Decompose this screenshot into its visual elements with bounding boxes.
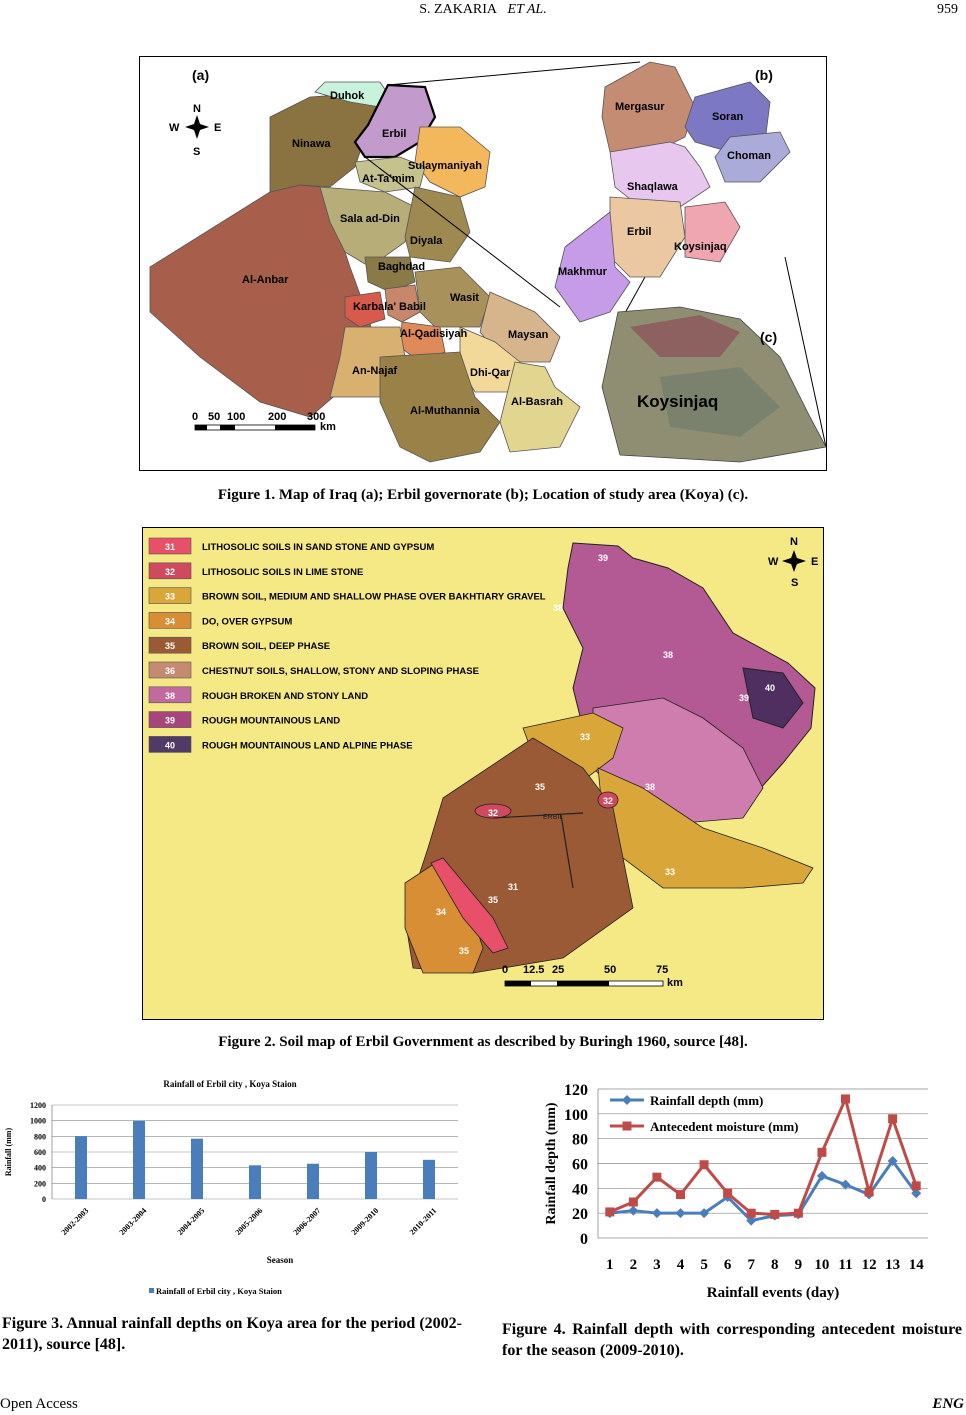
bar (191, 1139, 203, 1199)
label-karbala: Karbala' (353, 301, 396, 313)
svg-text:200: 200 (268, 411, 287, 423)
data-point (912, 1181, 921, 1190)
data-point (794, 1209, 803, 1218)
zone-label-38: 38 (553, 603, 564, 613)
y-tick-label: 80 (572, 1131, 588, 1149)
legend-label-35: BROWN SOIL, DEEP PHASE (202, 641, 331, 653)
y-tick-label: 0 (580, 1231, 588, 1248)
label-koysinjaq: Koysinjaq (674, 241, 727, 253)
zone-label-33b: 33 (665, 867, 676, 877)
footer-journal: ENG (932, 1396, 964, 1412)
label-babil: Babil (399, 301, 426, 313)
soil-legend (149, 538, 546, 752)
page-number: 959 (937, 2, 958, 17)
label-at-tamim: At-Ta'mim (362, 173, 415, 185)
legend-code-34: 34 (164, 616, 176, 627)
x-tick-label: 3 (653, 1257, 661, 1273)
label-erbil: Erbil (382, 128, 407, 140)
label-sala-ad-din: Sala ad-Din (340, 213, 400, 225)
data-point (676, 1190, 685, 1199)
figure-2-soil-map (142, 527, 824, 1020)
header-authors: S. ZAKARIA (419, 2, 498, 17)
legend-code-32: 32 (164, 566, 176, 577)
legend-label-32: LITHOSOLIC SOILS IN LIME STONE (202, 566, 364, 578)
bar (307, 1164, 319, 1199)
legend-label-34: DO, OVER GYPSUM (202, 616, 293, 628)
bar (75, 1136, 87, 1199)
zone-label-40: 40 (765, 683, 776, 693)
compass-rose-icon (169, 103, 221, 158)
x-tick-label: 5 (700, 1257, 708, 1273)
label-dhi-qar: Dhi-Qar (470, 367, 511, 379)
data-point (817, 1148, 826, 1157)
x-tick-label: 1 (606, 1257, 614, 1273)
legend-label-39: ROUGH MOUNTAINOUS LAND (202, 715, 341, 727)
y-axis-label: Rainfall (mm) (4, 1127, 13, 1177)
bar (133, 1121, 145, 1199)
svg-text:N: N (790, 536, 798, 548)
zone-label-39b: 39 (739, 693, 750, 703)
figure-2-caption: Figure 2. Soil map of Erbil Government as described by Buringh 1960, source [48]. (218, 1034, 748, 1050)
figure-3-chart (0, 1072, 462, 1304)
legend-code-31: 31 (164, 542, 176, 552)
legend-code-36: 36 (164, 666, 176, 676)
svg-text:W: W (169, 122, 180, 134)
legend-code-35: 35 (164, 641, 176, 652)
label-mergasur: Mergasur (615, 101, 665, 113)
x-tick-label: 8 (771, 1257, 779, 1273)
x-tick-label: 2004-2005 (175, 1206, 207, 1237)
svg-text:12.5: 12.5 (523, 964, 545, 976)
svg-text:0: 0 (502, 964, 509, 976)
panel-b-label: (b) (755, 67, 773, 83)
data-point (865, 1188, 874, 1197)
y-tick-label: 60 (572, 1156, 588, 1174)
data-point (747, 1209, 756, 1218)
data-point (652, 1173, 661, 1182)
legend-marker-1 (622, 1095, 632, 1105)
svg-text:E: E (811, 556, 819, 568)
svg-text:0: 0 (192, 411, 199, 423)
label-shaqlawa: Shaqlawa (627, 181, 678, 193)
svg-text:S: S (791, 577, 799, 589)
panel-a-label: (a) (192, 67, 210, 83)
y-tick-label: 1200 (30, 1101, 46, 1110)
figure-4-caption: Figure 4. Rainfall depth with corresponding antecedent moisture for the season (2009-2010). (502, 1321, 962, 1359)
compass-rose-icon (768, 536, 818, 589)
x-tick-label: 2003-2004 (117, 1206, 149, 1237)
city-label-erbil: ERBIL (543, 814, 564, 821)
x-tick-label: 2005-2006 (233, 1206, 265, 1237)
svg-text:50: 50 (604, 964, 617, 976)
bar (249, 1165, 261, 1199)
rainfall-bar-chart (0, 1072, 462, 1304)
chart-title: Rainfall of Erbil city , Koya Staion (163, 1079, 297, 1089)
x-tick-label: 10 (814, 1257, 830, 1273)
svg-text:S: S (193, 146, 201, 158)
label-sulaymaniyah: Sulaymaniyah (408, 160, 482, 172)
label-an-najaf: An-Najaf (352, 365, 398, 377)
label-wasit: Wasit (450, 292, 479, 304)
zone-label-38b: 38 (663, 650, 674, 660)
x-tick-label: 2009-2010 (349, 1206, 381, 1237)
zone-label-33: 33 (580, 732, 591, 742)
bar (365, 1152, 377, 1199)
legend-label-1: Rainfall depth (mm) (650, 1093, 764, 1108)
data-point (652, 1208, 662, 1218)
iraq-map-svg (140, 57, 826, 470)
soil-map-svg (143, 528, 823, 1019)
bar (423, 1160, 435, 1199)
label-makhmur: Makhmur (558, 266, 607, 278)
panel-c-label: (c) (760, 329, 778, 345)
legend-label-36: CHESTNUT SOILS, SHALLOW, STONY AND SLOPING PHASE (202, 666, 479, 677)
label-al-muthannia: Al-Muthannia (410, 405, 480, 417)
label-al-anbar: Al-Anbar (242, 274, 289, 286)
rainfall-line-chart (538, 1078, 966, 1306)
data-point (770, 1210, 779, 1219)
x-axis-label: Rainfall events (day) (706, 1285, 840, 1301)
zone-label-35: 35 (535, 782, 546, 792)
svg-text:E: E (214, 122, 222, 134)
label-al-basrah: Al-Basrah (511, 396, 563, 408)
zone-label-38c: 38 (645, 782, 656, 792)
figure-4-chart (538, 1078, 966, 1306)
y-tick-label: 1000 (30, 1116, 46, 1126)
x-tick-label: 6 (723, 1257, 732, 1273)
zone-label-32b: 32 (603, 796, 614, 806)
data-point (676, 1208, 686, 1218)
legend-label-38: ROUGH BROKEN AND STONY LAND (202, 690, 369, 702)
label-maysan: Maysan (508, 329, 549, 341)
svg-text:300: 300 (307, 411, 326, 423)
data-point (628, 1206, 638, 1216)
x-tick-label: 11 (838, 1257, 853, 1273)
x-tick-label: 14 (908, 1257, 924, 1273)
legend-label-31: LITHOSOLIC SOILS IN SAND STONE AND GYPSUM (202, 542, 435, 553)
figure-1-caption: Figure 1. Map of Iraq (a); Erbil governorate (b); Location of study area (Koya) (c). (217, 487, 749, 503)
label-choman: Choman (727, 150, 771, 162)
label-al-qadisiyah: Al-Qadisiyah (400, 328, 468, 340)
y-tick-label: 20 (572, 1206, 588, 1224)
y-axis-label: Rainfall depth (mm) (544, 1102, 559, 1225)
label-duhok: Duhok (330, 90, 365, 102)
header-et-al: ET AL. (507, 2, 547, 17)
label-district-erbil: Erbil (627, 226, 652, 238)
data-point (723, 1189, 732, 1198)
x-tick-label: 2002-2003 (59, 1206, 91, 1237)
x-tick-label: 13 (885, 1257, 901, 1273)
data-point (888, 1114, 897, 1123)
y-tick-label: 200 (34, 1179, 46, 1189)
figure-3-caption: Figure 3. Annual rainfall depths on Koya area for the period (2002-2011), source [48]. (2, 1315, 462, 1353)
svg-text:N: N (193, 103, 201, 115)
svg-text:25: 25 (552, 964, 565, 976)
x-tick-label: 2006-2007 (291, 1206, 323, 1237)
zone-label-39-top: 39 (598, 553, 609, 563)
district-koysinjaq (685, 202, 740, 262)
svg-text:50: 50 (208, 411, 221, 423)
svg-text:75: 75 (656, 964, 669, 976)
y-tick-label: 120 (564, 1082, 588, 1099)
zone-label-35b: 35 (488, 895, 499, 905)
x-axis-label: Season (266, 1255, 294, 1265)
footer-open-access: Open Access (0, 1396, 78, 1412)
svg-text:km: km (320, 421, 336, 433)
label-diyala: Diyala (410, 235, 443, 247)
figure-1-map (139, 56, 827, 471)
y-tick-label: 400 (34, 1163, 46, 1173)
x-tick-label: 7 (747, 1257, 755, 1273)
zone-label-35c: 35 (459, 946, 470, 956)
svg-text:km: km (667, 977, 683, 989)
zone-label-31: 31 (508, 882, 519, 892)
legend-marker-2 (623, 1122, 632, 1131)
legend-code-40: 40 (164, 740, 176, 751)
scale-bar (192, 411, 336, 433)
label-ninawa: Ninawa (292, 138, 331, 150)
province-diyala (405, 187, 470, 262)
legend-code-33: 33 (164, 591, 176, 602)
data-point (841, 1094, 850, 1103)
legend-label-40: ROUGH MOUNTAINOUS LAND ALPINE PHASE (202, 740, 413, 752)
district-shaqlawa (610, 142, 710, 207)
legend-code-39: 39 (164, 715, 176, 726)
data-point (629, 1197, 638, 1206)
legend-label-2: Antecedent moisture (mm) (650, 1119, 799, 1134)
legend-code-38: 38 (164, 690, 176, 701)
y-tick-label: 600 (34, 1148, 46, 1157)
y-tick-label: 800 (34, 1132, 46, 1142)
data-point (700, 1160, 709, 1169)
running-header (0, 2, 966, 18)
legend-swatch (149, 1288, 154, 1293)
legend-label-33: BROWN SOIL, MEDIUM AND SHALLOW PHASE OVER BAKHTIARY GRAVEL (202, 591, 546, 603)
label-baghdad: Baghdad (378, 261, 426, 273)
scale-bar (502, 964, 683, 989)
svg-text:100: 100 (227, 411, 246, 423)
zone-label-32: 32 (488, 808, 499, 818)
y-tick-label: 40 (572, 1181, 588, 1199)
zone-label-34: 34 (436, 907, 447, 917)
legend-label: Rainfall of Erbil city , Koya Staion (156, 1286, 282, 1296)
x-tick-label: 9 (794, 1257, 803, 1273)
y-tick-label: 0 (42, 1195, 46, 1204)
label-study-area: Koysinjaq (637, 392, 719, 411)
data-point (605, 1207, 614, 1216)
svg-text:W: W (768, 556, 779, 568)
x-tick-label: 2010-2011 (407, 1206, 439, 1237)
x-tick-label: 4 (676, 1257, 685, 1273)
x-tick-label: 2 (629, 1257, 638, 1273)
y-tick-label: 100 (564, 1106, 588, 1124)
label-soran: Soran (712, 111, 744, 123)
x-tick-label: 12 (861, 1257, 877, 1273)
